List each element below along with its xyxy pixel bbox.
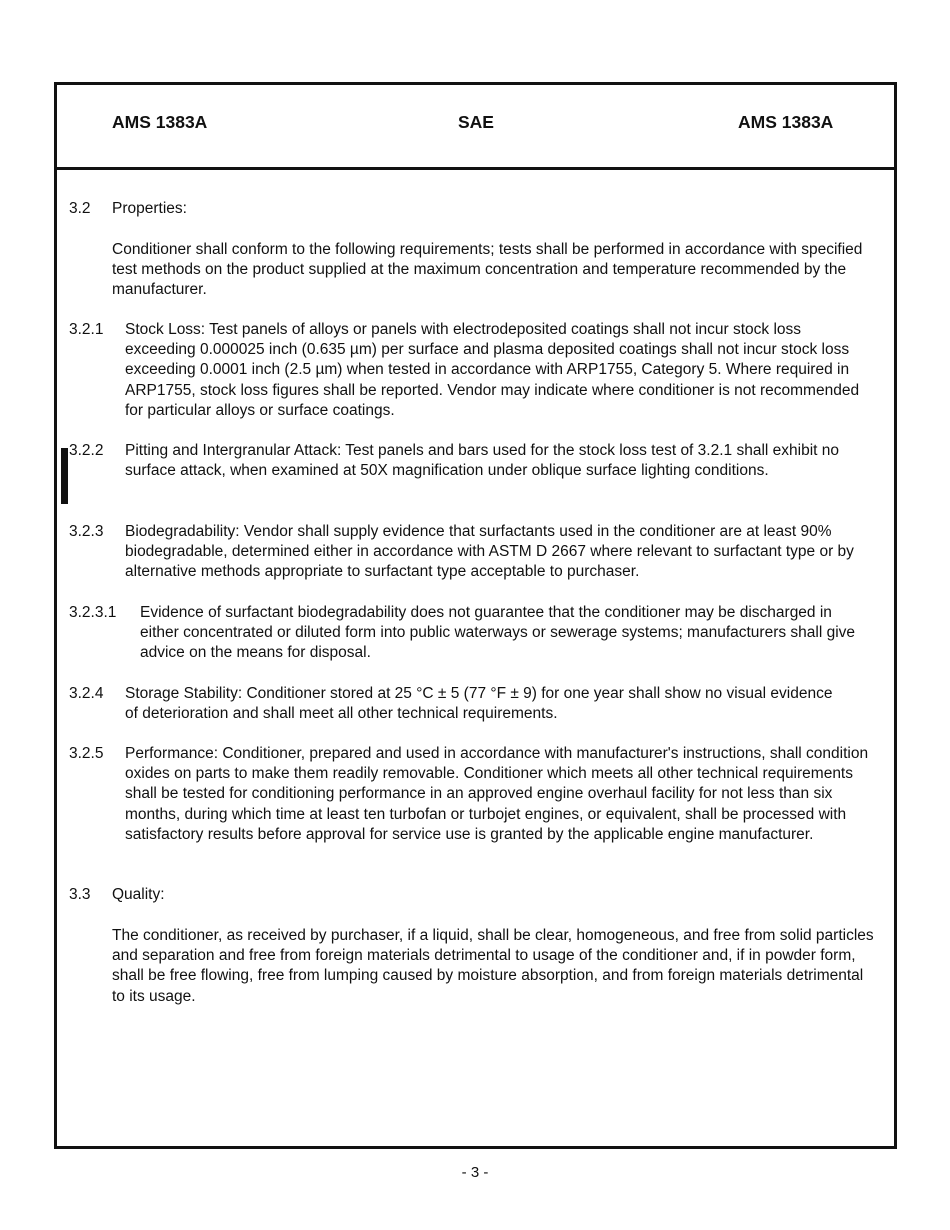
section-3-2-5-text: Performance: Conditioner, prepared and used in accordance with manufacturer's instructions, shall condition oxides on parts to make them readily removable. Conditioner which meets all other technical requirements shall be tested for conditioning performance in an approved engine overhaul facility for not less than six months, during which time at least ten turbofan or turbojet engines, or equivalent, shall be processed with satisfactory results before approval for service use is granted by the applicable engine manufacturer. [125,745,869,843]
header-doc-id-right: AMS 1383A [738,112,834,132]
header-org: SAE [458,112,494,132]
section-number-3-2-5: 3.2.5 [69,745,104,762]
header-doc-id-left: AMS 1383A [112,112,208,132]
page-frame [54,82,897,1149]
section-3-2-intro: Conditioner shall conform to the following requirements; tests shall be performed in accordance with specified test methods on the product supplied at the maximum concentration and temperature recommended by the manufacturer. [112,241,863,299]
section-title-3-3: Quality: [112,886,165,903]
section-3-2-1-text: Stock Loss: Test panels of alloys or panels with electrodeposited coatings shall not incur stock loss exceeding 0.000025 inch (0.635 µm) per surface and plasma deposited coatings shall not incur stock loss exceeding 0.0001 inch (2.5 µm) when tested in accordance with ARP1755, Category 5. Where required in ARP1755, stock loss figures shall be reported. Vendor may indicate where conditioner is not recommended for particular alloys or surface coatings. [125,321,860,419]
section-number-3-2-3: 3.2.3 [69,523,104,540]
section-number-3-2-1: 3.2.1 [69,321,104,338]
section-3-2-3-text: Biodegradability: Vendor shall supply evidence that surfactants used in the conditioner are at least 90% biodegradable, determined either in accordance with ASTM D 2667 where relevant to surfactant type or by alternative methods appropriate to surfactant type acceptable to purchaser. [125,523,854,581]
section-3-2-3-1-text: Evidence of surfactant biodegradability does not guarantee that the conditioner may be discharged in either concentrated or diluted form into public waterways or sewerage systems; manufacturers shall give advice on the means for disposal. [140,604,856,662]
section-number-3-2-3-1: 3.2.3.1 [69,604,117,621]
section-3-3-text: The conditioner, as received by purchaser, if a liquid, shall be clear, homogeneous, and free from solid particles and separation and free from foreign materials detrimental to usage of the conditioner and, if in powder form, shall be free flowing, free from lumping caused by moisture absorption, and from foreign materials detrimental to its usage. [112,927,874,1005]
section-3-2-2-text: Pitting and Intergranular Attack: Test panels and bars used for the stock loss test of 3.2.1 shall exhibit no surface attack, when examined at 50X magnification under oblique surface lighting conditions. [125,442,839,480]
section-number-3-2-2: 3.2.2 [69,442,104,459]
section-title-3-2: Properties: [112,200,187,217]
section-number-3-2-4: 3.2.4 [69,685,104,702]
section-3-2-4-text: Storage Stability: Conditioner stored at 25 °C ± 5 (77 °F ± 9) for one year shall show no visual evidence of deterioration and shall meet all other technical requirements. [125,685,833,723]
revision-change-bar [61,448,68,504]
page-number: - 3 - [461,1164,489,1181]
section-number-3-3: 3.3 [69,886,91,903]
section-number-3-2: 3.2 [69,200,91,217]
page-header [57,85,894,170]
